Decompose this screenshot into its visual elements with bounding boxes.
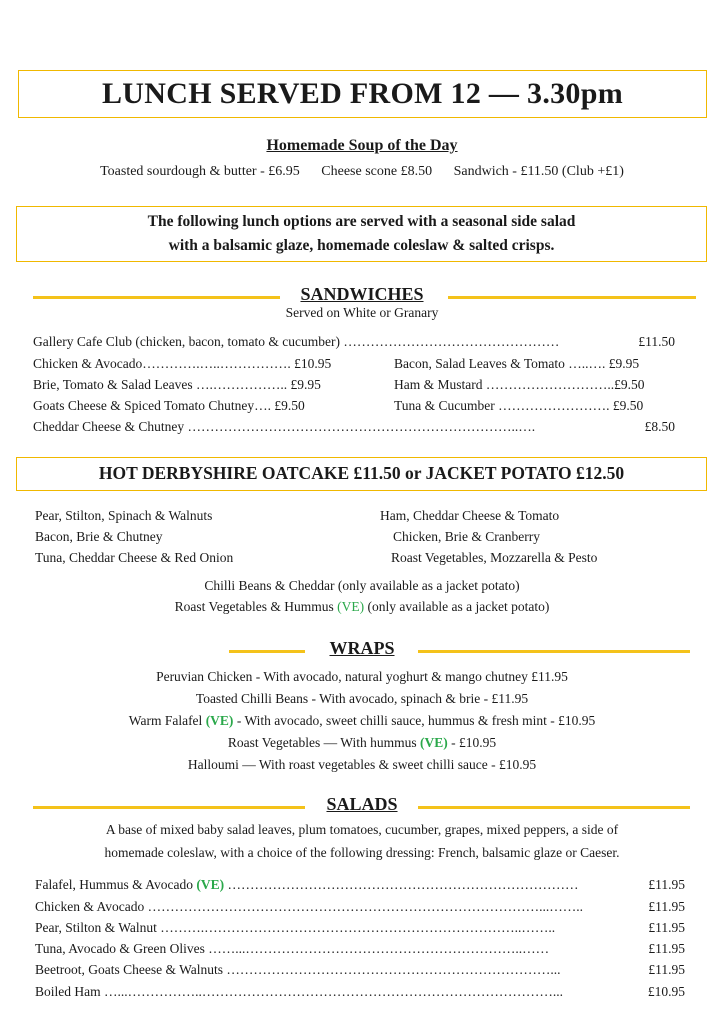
item-price: - £10.95 xyxy=(447,735,497,750)
menu-item xyxy=(0,713,724,729)
soup-title: Homemade Soup of the Day xyxy=(266,137,458,154)
sandwiches-heading-row xyxy=(0,284,724,307)
menu-item: Toasted Chilli Beans - With avocado, spinach & brie - £11.95 xyxy=(195,691,529,706)
item-price: £11.95 xyxy=(648,941,685,956)
title-box xyxy=(18,70,707,118)
item-price: £11.95 xyxy=(648,962,685,977)
vegan-tag: (VE) xyxy=(205,713,234,728)
menu-item xyxy=(0,599,724,615)
menu-item: Roast Vegetables, Mozzarella & Pesto xyxy=(391,550,598,565)
menu-item: Pear, Stilton, Spinach & Walnuts xyxy=(35,508,213,523)
item-name: Boiled Ham …...……………..……………………………………………………………………... xyxy=(35,984,563,999)
soup-option: Sandwich - £11.50 (Club +£1) xyxy=(453,164,624,179)
vegan-tag: (VE) xyxy=(196,877,225,892)
divider xyxy=(418,650,690,653)
menu-item: Tuna, Cheddar Cheese & Red Onion xyxy=(35,550,234,565)
salads-description: homemade coleslaw, with a choice of the following dressing: French, balsamic glaze or Caeser. xyxy=(104,845,620,860)
vegan-tag: (VE) xyxy=(419,735,448,750)
notice-line: with a balsamic glaze, homemade coleslaw & salted crisps. xyxy=(168,237,555,254)
item-price: £11.95 xyxy=(648,920,685,935)
menu-item: Ham & Mustard ………………………..£9.50 xyxy=(394,377,645,392)
item-price: £11.95 xyxy=(648,877,685,892)
oatcake-heading-box xyxy=(16,457,707,491)
item-note: (only available as a jacket potato) xyxy=(364,599,550,614)
soup-option: Cheese scone £8.50 xyxy=(321,164,433,179)
menu-item: Tuna & Cucumber ……………………. £9.50 xyxy=(394,398,644,413)
page-title: LUNCH SERVED FROM 12 — 3.30pm xyxy=(102,77,623,110)
item-name: Warm Falafel xyxy=(128,713,206,728)
salads-description: A base of mixed baby salad leaves, plum tomatoes, cucumber, grapes, mixed peppers, a side of xyxy=(105,822,619,837)
menu-item: Chicken, Brie & Cranberry xyxy=(393,529,540,544)
item-name: Chicken & Avocado ……………………………………………………………………………...…….. xyxy=(35,899,583,914)
item-name: Pear, Stilton & Walnut ……….……………………………………………………………..…….. xyxy=(35,920,556,935)
menu-item xyxy=(0,735,724,751)
item-name: Gallery Cafe Club (chicken, bacon, tomato & cucumber) ………………………………………… xyxy=(33,334,560,349)
item-price: £11.95 xyxy=(648,899,685,914)
salads-heading: SALADS xyxy=(326,794,398,814)
menu-item: Bacon, Salad Leaves & Tomato …..…. £9.95 xyxy=(394,356,640,371)
menu-item xyxy=(35,984,685,1000)
item-name: Beetroot, Goats Cheese & Walnuts ………………………………………………………………... xyxy=(35,962,561,977)
notice-line: The following lunch options are served with a seasonal side salad xyxy=(147,213,576,230)
sandwiches-subheading: Served on White or Granary xyxy=(285,305,439,320)
menu-item: Goats Cheese & Spiced Tomato Chutney…. £9.50 xyxy=(33,398,305,413)
menu-item xyxy=(35,920,685,936)
item-name: Roast Vegetables & Hummus xyxy=(174,599,338,614)
item-name: Falafel, Hummus & Avocado xyxy=(35,877,197,892)
divider xyxy=(418,806,690,809)
menu-item: Bacon, Brie & Chutney xyxy=(35,529,163,544)
menu-item: Ham, Cheddar Cheese & Tomato xyxy=(380,508,560,523)
item-dots: …………………………………………………………………… xyxy=(224,877,579,892)
item-price: £8.50 xyxy=(644,419,675,434)
notice-box xyxy=(16,206,707,262)
item-name: Tuna, Avocado & Green Olives ……...……………………………………………………..…… xyxy=(35,941,550,956)
salads-heading-row xyxy=(0,794,724,817)
item-price: £10.95 xyxy=(647,984,685,999)
menu-item: Brie, Tomato & Salad Leaves ….…………….. £9.95 xyxy=(33,377,321,392)
menu-item: Chilli Beans & Cheddar (only available as a jacket potato) xyxy=(204,578,520,593)
soup-options xyxy=(0,164,724,180)
vegan-tag: (VE) xyxy=(337,599,365,614)
menu-item: Halloumi — With roast vegetables & sweet chilli sauce - £10.95 xyxy=(187,757,537,772)
item-name: Roast Vegetables — With hummus xyxy=(227,735,420,750)
menu-item: Chicken & Avocado………….…..……………. £10.95 xyxy=(33,356,332,371)
menu-item xyxy=(35,962,685,978)
item-name: Cheddar Cheese & Chutney ………………………………………………………………..…. xyxy=(33,419,536,434)
sandwiches-heading: SANDWICHES xyxy=(300,284,424,304)
item-price: £11.50 xyxy=(638,334,675,349)
item-desc: - With avocado, sweet chilli sauce, hummus & fresh mint - £10.95 xyxy=(233,713,596,728)
menu-item xyxy=(35,941,685,957)
menu-item xyxy=(35,877,685,893)
wraps-heading: WRAPS xyxy=(329,638,395,658)
wraps-heading-row xyxy=(0,638,724,661)
menu-item xyxy=(33,334,675,350)
oatcake-heading: HOT DERBYSHIRE OATCAKE £11.50 or JACKET POTATO £12.50 xyxy=(98,463,625,483)
menu-item xyxy=(35,899,685,915)
soup-option: Toasted sourdough & butter - £6.95 xyxy=(100,164,300,179)
divider xyxy=(448,296,696,299)
menu-item xyxy=(33,419,675,435)
menu-item: Peruvian Chicken - With avocado, natural yoghurt & mango chutney £11.95 xyxy=(156,669,568,684)
